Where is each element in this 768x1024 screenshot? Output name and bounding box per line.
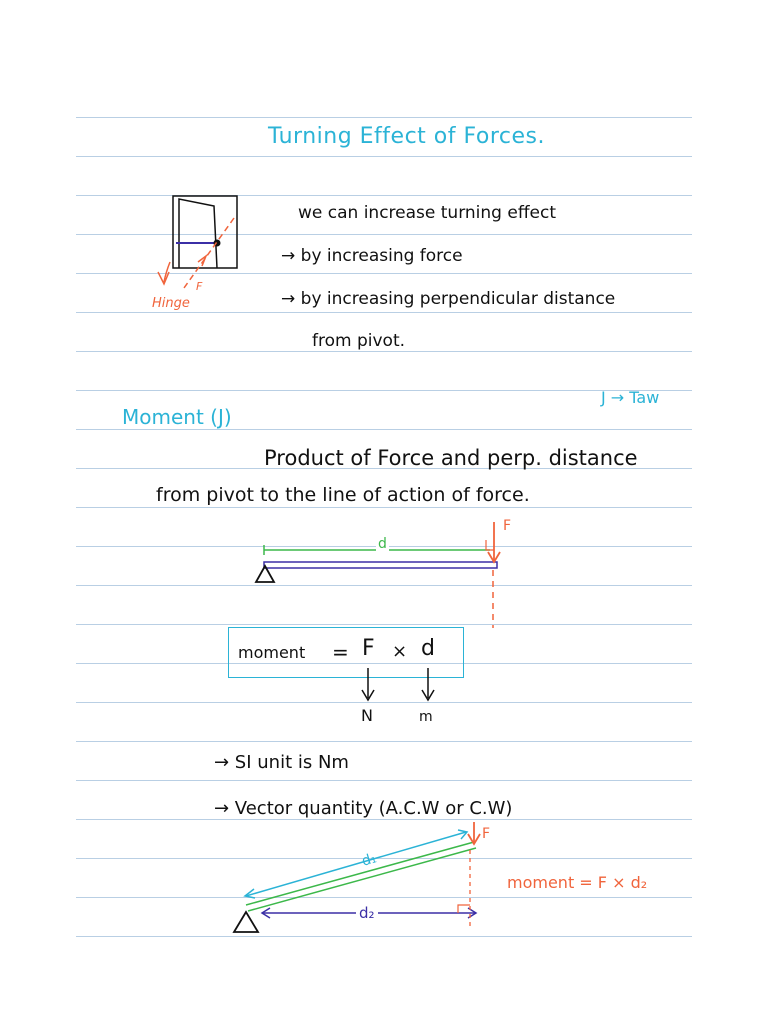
door-force-label: F	[196, 280, 203, 293]
d1-label: d₁	[360, 850, 379, 870]
moment-heading: Moment (J)	[122, 405, 232, 429]
d2-label: d₂	[356, 904, 378, 922]
inclined-beam-top	[246, 842, 474, 905]
inclined-moment-formula: moment = F × d₂	[507, 873, 648, 892]
formula-factor-f: F	[362, 636, 375, 661]
property-vector: → Vector quantity (A.C.W or C.W)	[214, 798, 513, 819]
d1-line	[246, 832, 466, 896]
hinge-label: Hinge	[152, 296, 190, 311]
definition-line-1: Product of Force and perp. distance	[264, 446, 638, 470]
page-title: Turning Effect of Forces.	[268, 124, 545, 149]
formula-times: ×	[392, 641, 408, 662]
beam-distance-label: d	[378, 536, 387, 552]
symbol-note: J → Taw	[601, 388, 660, 407]
increase-bullet: → by increasing force	[281, 246, 463, 266]
increase-bullet: → by increasing perpendicular distance	[281, 289, 616, 309]
unit-metre: m	[419, 709, 433, 725]
definition-line-2: from pivot to the line of action of force.	[156, 484, 530, 506]
inclined-pivot-triangle	[234, 912, 258, 932]
inclined-force-label: F	[482, 826, 491, 842]
increase-intro: we can increase turning effect	[298, 203, 557, 223]
beam-force-label: F	[503, 518, 512, 534]
formula-factor-d: d	[421, 636, 435, 661]
unit-newton: N	[361, 706, 373, 725]
formula-equals: =	[332, 640, 349, 664]
formula-lhs: moment	[238, 643, 306, 662]
property-si-unit: → SI unit is Nm	[214, 752, 349, 773]
increase-continuation: from pivot.	[312, 331, 406, 351]
